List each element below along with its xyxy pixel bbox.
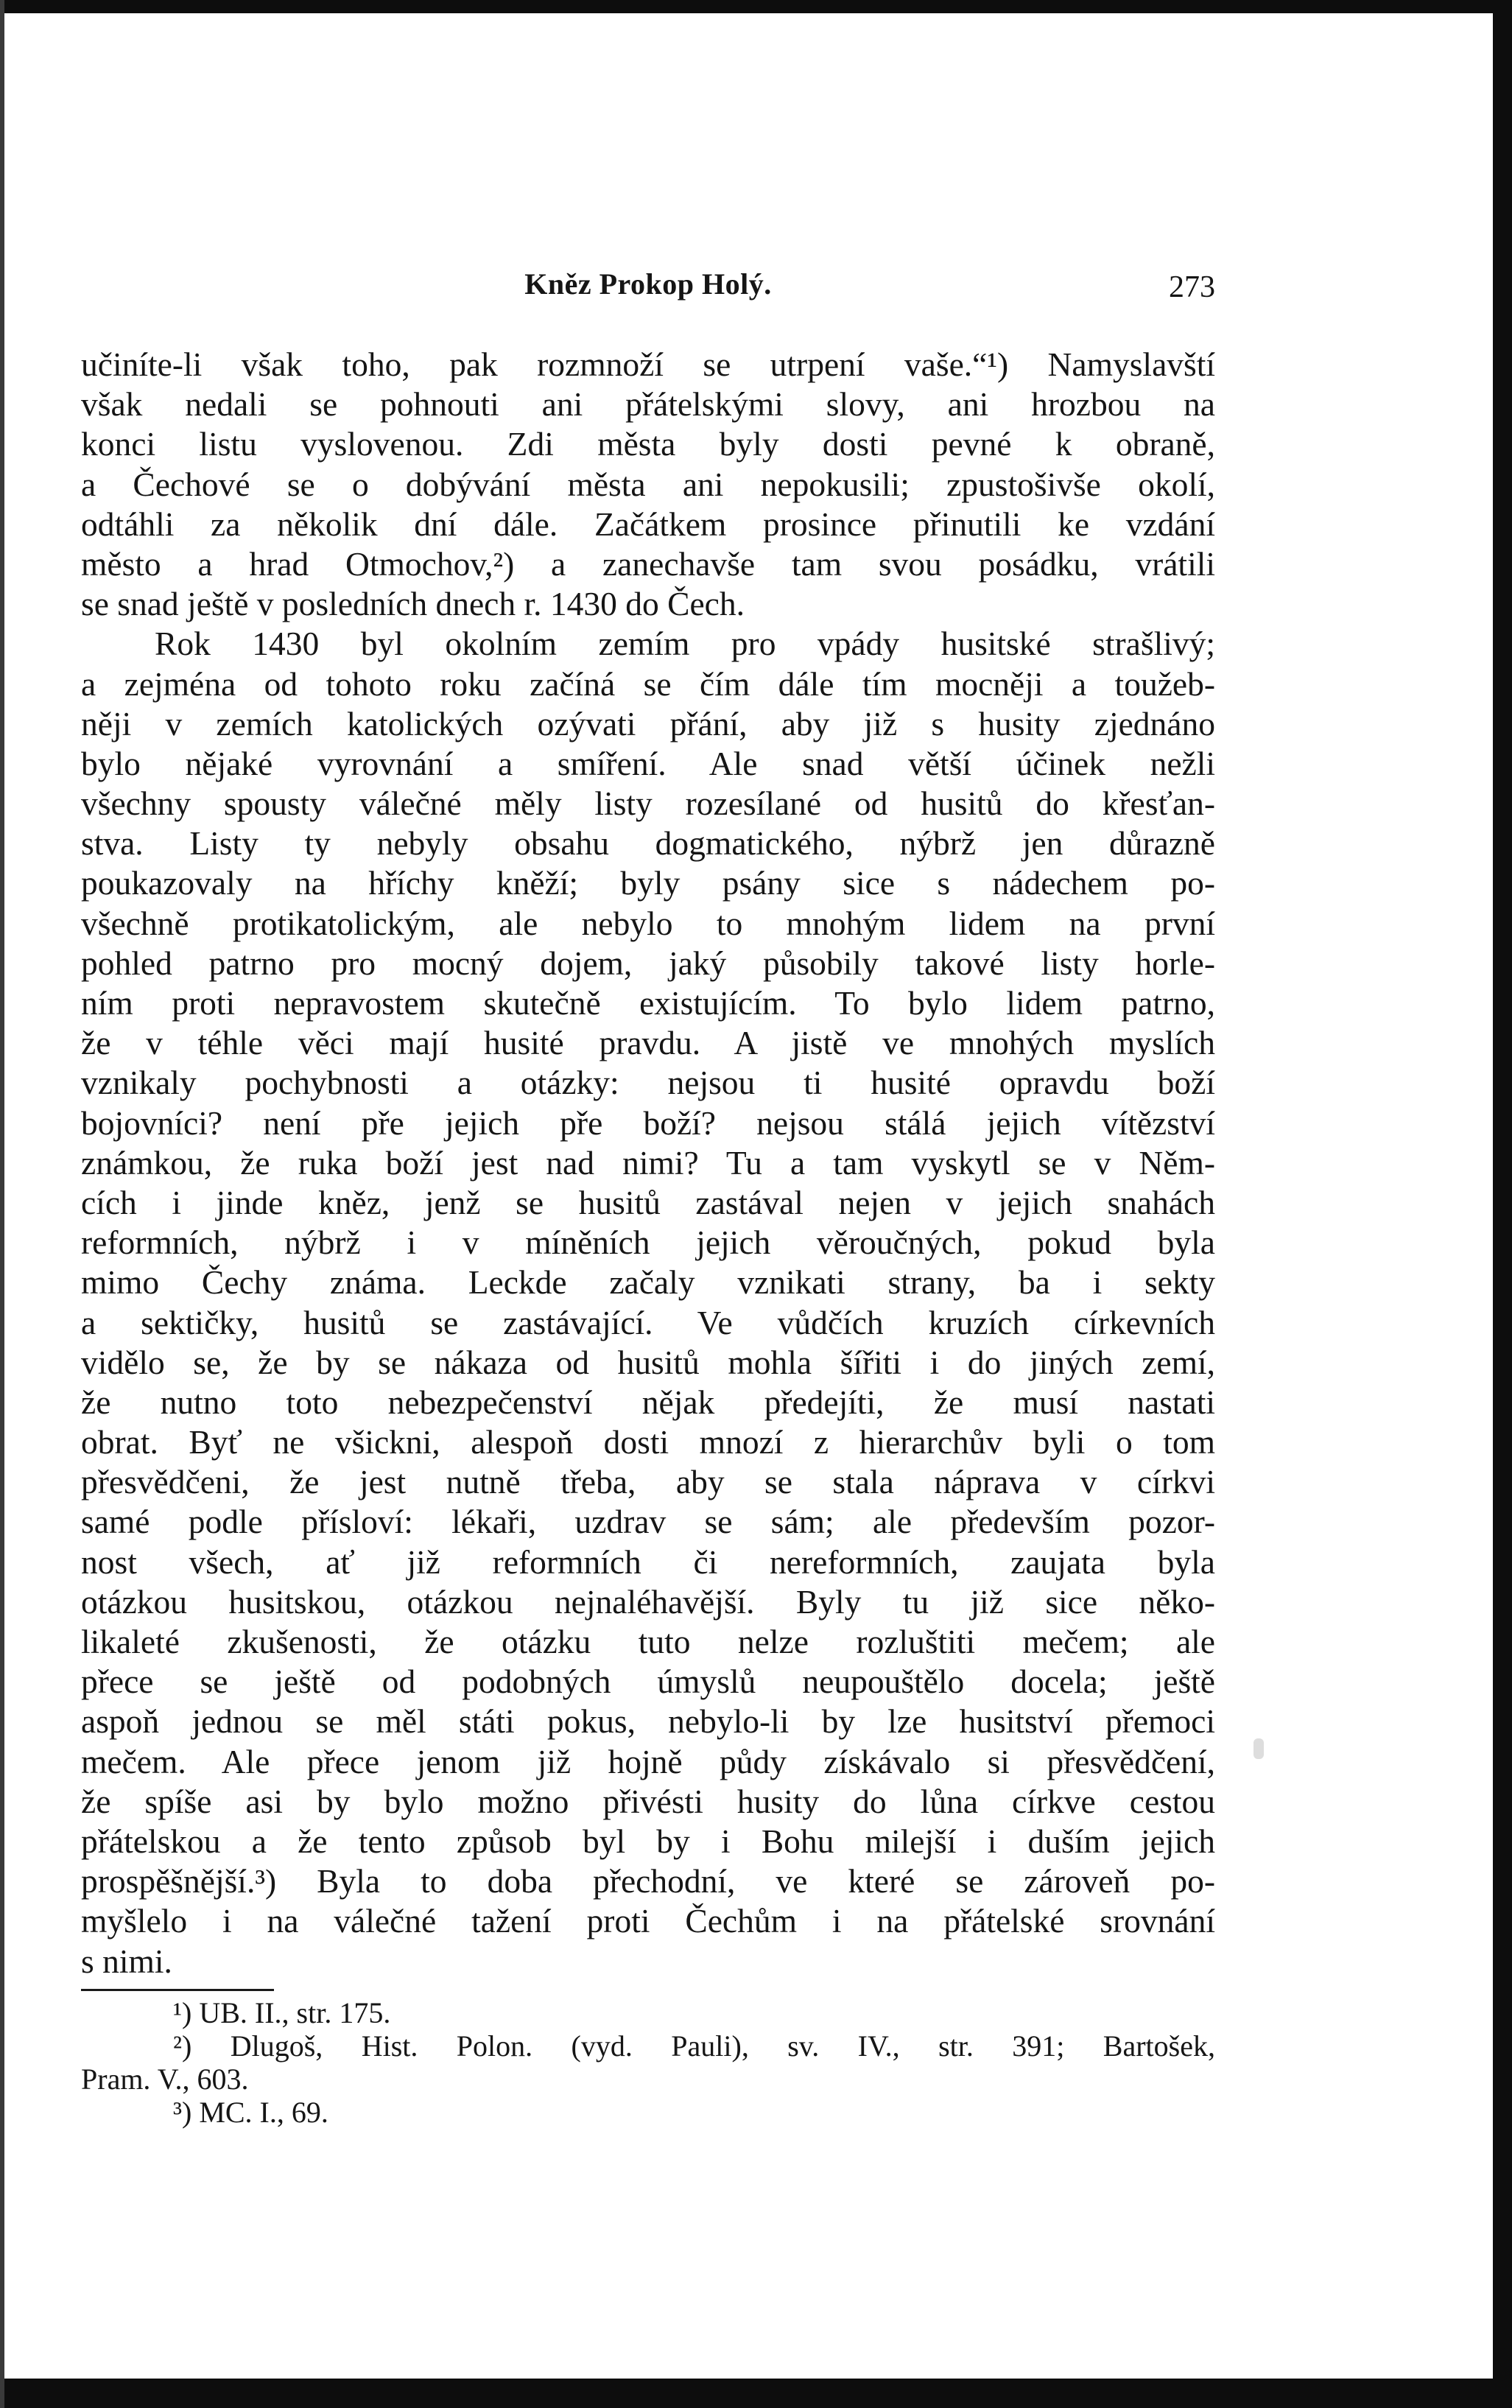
text-line: se snad ještě v posledních dnech r. 1430 do Čech. — [81, 585, 745, 623]
text-line: vidělo se, že by se nákaza od husitů mohla šířiti i do jiných zemí, — [81, 1343, 1215, 1381]
text-line: myšlelo i na válečné tažení proti Čechům i na přátelské srovnání — [81, 1902, 1215, 1940]
text-line: bojovníci? není pře jejich pře boží? nejsou stálá jejich vítězství — [81, 1103, 1215, 1142]
body-text — [81, 345, 1215, 1981]
text-line: s nimi. — [81, 1942, 172, 1980]
text-line: mečem. Ale přece jenom již hojně půdy získávalo si přesvědčení, — [81, 1742, 1215, 1780]
text-line: poukazovaly na hříchy kněží; byly psány sice s nádechem po- — [81, 864, 1215, 902]
footnotes — [81, 1996, 1215, 2129]
text-line: samé podle přísloví: lékaři, uzdrav se sám; ale především pozor- — [81, 1503, 1215, 1541]
text-line: přece se ještě od podobných úmyslů neupouštělo docela; ještě — [81, 1663, 1215, 1701]
text-line: všechně protikatolickým, ale nebylo to mnohým lidem na první — [81, 904, 1215, 942]
text-line: aspoň jednou se měl státi pokus, nebylo-li by lze husitství přemoci — [81, 1702, 1215, 1741]
text-line: ním proti nepravostem skutečně existujícím. To bylo lidem patrno, — [81, 984, 1215, 1022]
scan-border-top — [0, 0, 1512, 13]
text-line: a Čechové se o dobývání města ani nepokusili; zpustošivše okolí, — [81, 465, 1215, 503]
text-line: bylo nějaké vyrovnání a smíření. Ale snad větší účinek nežli — [81, 744, 1215, 782]
text-line: přesvědčeni, že jest nutně třeba, aby se stala náprava v církvi — [81, 1463, 1215, 1501]
page-number: 273 — [1169, 270, 1215, 304]
text-line: konci listu vyslovenou. Zdi města byly dosti pevné k obraně, — [81, 425, 1215, 463]
scan-border-left — [0, 0, 4, 2408]
text-line: něji v zemích katolických ozývati přání, aby již s husity zjednáno — [81, 704, 1215, 743]
text-line: nost všech, ať již reformních či nereformních, zaujata byla — [81, 1542, 1215, 1581]
text-line: všechny spousty válečné měly listy rozesílané od husitů do křesťan- — [81, 784, 1215, 823]
page-header — [81, 267, 1215, 311]
footnote-2-continued: Pram. V., 603. — [81, 2063, 249, 2096]
footnote-1: ¹) UB. II., str. 175. — [173, 1996, 391, 2029]
text-line: vznikaly pochybnosti a otázky: nejsou ti husité opravdu boží — [81, 1064, 1215, 1102]
text-line: že nutno toto nebezpečenství nějak předejíti, že musí nastati — [81, 1383, 1215, 1421]
text-line: otázkou husitskou, otázkou nejnaléhavější. Byly tu již sice něko- — [81, 1582, 1215, 1621]
text-line: a sektičky, husitů se zastávající. Ve vůdčích kruzích církevních — [81, 1303, 1215, 1341]
text-line: a zejména od tohoto roku začíná se čím dále tím mocněji a toužeb- — [81, 664, 1215, 703]
running-title: Kněz Prokop Holý. — [524, 267, 772, 301]
text-line: že spíše asi by bylo možno přivésti husity do lůna církve cestou — [81, 1782, 1215, 1820]
text-line: přátelskou a že tento způsob byl by i Bohu milejší i duším jejich — [81, 1822, 1215, 1860]
text-line: že v téhle věci mají husité pravdu. A jistě ve mnohých myslích — [81, 1024, 1215, 1062]
scan-border-right — [1493, 0, 1512, 2408]
scan-border-bottom — [0, 2379, 1512, 2408]
paragraph-first-line: Rok 1430 byl okolním zemím pro vpády husitské strašlivý; — [155, 625, 1215, 663]
text-line: stva. Listy ty nebyly obsahu dogmatického, nýbrž jen důrazně — [81, 824, 1215, 863]
text-line: odtáhli za několik dní dále. Začátkem prosince přinutili ke vzdání — [81, 505, 1215, 543]
text-line: reformních, nýbrž i v míněních jejich věroučných, pokud byla — [81, 1224, 1215, 1262]
text-line: likaleté zkušenosti, že otázku tuto nelze rozluštiti mečem; ale — [81, 1623, 1215, 1660]
text-line: však nedali se pohnouti ani přátelskými slovy, ani hrozbou na — [81, 385, 1215, 424]
text-line: mimo Čechy známa. Leckde začaly vznikati strany, ba i sekty — [81, 1263, 1215, 1302]
text-line: cích i jinde kněz, jenž se husitů zastával nejen v jejich snahách — [81, 1183, 1215, 1221]
scan-speck — [1253, 1738, 1264, 1759]
footnote-3: ³) MC. I., 69. — [173, 2096, 328, 2129]
footnote-2: ²) Dlugoš, Hist. Polon. (vyd. Pauli), sv. IV., str. 391; Bartošek, — [173, 2029, 1215, 2063]
text-line: pohled patrno pro mocný dojem, jaký působily takové listy horle- — [81, 944, 1215, 982]
text-line: město a hrad Otmochov,²) a zanechavše tam svou posádku, vrátili — [81, 544, 1215, 583]
footnote-rule — [81, 1989, 274, 1991]
text-line: učiníte-li však toho, pak rozmnoží se utrpení vaše.“¹) Namyslavští — [81, 345, 1215, 383]
text-line: známkou, že ruka boží jest nad nimi? Tu a tam vyskytl se v Něm- — [81, 1143, 1215, 1182]
text-line: obrat. Byť ne všickni, alespoň dosti mnozí z hierarchův byli o tom — [81, 1423, 1215, 1461]
text-line: prospěšnější.³) Byla to doba přechodní, ve které se zároveň po- — [81, 1862, 1215, 1900]
